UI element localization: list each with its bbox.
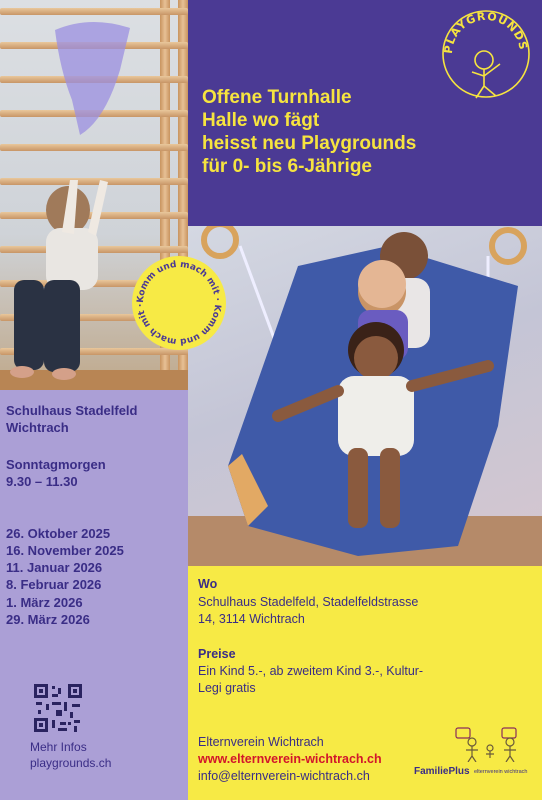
date-item: 1. März 2026 [6,595,83,610]
svg-text:PLAYGROUNDS [442,10,530,55]
qr-code[interactable] [34,684,82,732]
more-info-link[interactable]: playgrounds.ch [30,756,112,770]
date-item: 29. März 2026 [6,612,90,627]
partner-logo-subtext: elternverein wichtrach [474,769,528,775]
location-line-1: Schulhaus Stadelfeld [6,403,138,418]
organizer-name: Elternverein Wichtrach [198,735,324,749]
time-line-1: Sonntagmorgen [6,457,106,472]
website-link[interactable]: www.elternverein-wichtrach.ch [198,752,382,766]
time-line-2: 9.30 – 11.30 [6,474,78,489]
swing-photo [188,226,542,566]
where-line-2: 14, 3114 Wichtrach [198,612,305,626]
location-line-2: Wichtrach [6,420,69,435]
svg-text:Komm und mach mit · Komm und m [136,260,222,346]
date-item: 26. Oktober 2025 [6,526,111,541]
date-item: 11. Januar 2026 [6,560,103,575]
price-line-2: Legi gratis [198,681,256,695]
price-line-1: Ein Kind 5.-, ab zweitem Kind 3.-, Kultur- [198,664,424,678]
price-heading: Preise [198,647,236,661]
headline-line-1: Offene Turnhalle [202,87,352,108]
headline-line-2: Halle wo fägt [202,110,320,131]
info-panel [188,566,542,800]
headline-line-4: für 0- bis 6-Jährige [202,156,372,177]
partner-logo-text: FamiliePlus [414,766,470,777]
headline-line-3: heisst neu Playgrounds [202,133,417,154]
where-heading: Wo [198,577,218,591]
familieplus-figures-icon [450,726,530,762]
logo-text: PLAYGROUNDS [441,9,530,55]
schedule-panel [0,390,188,800]
date-item: 16. November 2025 [6,543,124,558]
badge-text: Komm und mach mit · Komm und mach mit · [135,259,223,347]
email-link[interactable]: info@elternverein-wichtrach.ch [198,769,370,783]
komm-und-mach-mit-badge [132,256,226,350]
more-info-label: Mehr Infos [30,740,87,754]
title-block [188,0,542,226]
date-item: 8. Februar 2026 [6,577,102,592]
where-line-1: Schulhaus Stadelfeld, Stadelfeldstrasse [198,595,419,609]
swing-children-illustration [188,226,542,566]
